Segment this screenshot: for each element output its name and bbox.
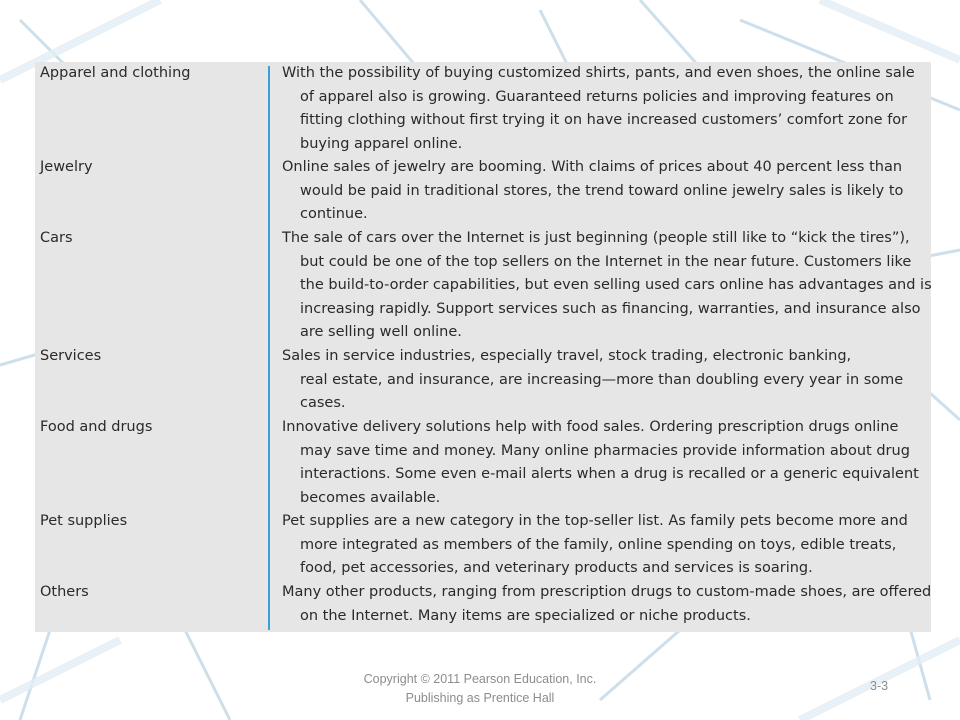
description-line: food, pet accessories, and veterinary products and services is soaring. <box>300 560 813 576</box>
description-line: With the possibility of buying customized shirts, pants, and even shoes, the online sale <box>282 65 915 81</box>
description-line: the build-to-order capabilities, but even selling used cars online has advantages and is <box>300 277 932 293</box>
category-label: Services <box>40 348 102 364</box>
category-description <box>282 62 924 156</box>
description-line: buying apparel online. <box>300 135 463 152</box>
description-line: Pet supplies are a new category in the top-seller list. As family pets become more and <box>282 513 908 529</box>
page-number: 3-3 <box>870 679 889 693</box>
category-description <box>282 581 932 628</box>
description-line: continue. <box>300 206 368 222</box>
description-line: real estate, and insurance, are increasing—more than doubling every year in some <box>300 371 904 388</box>
description-line: Innovative delivery solutions help with food sales. Ordering prescription drugs online <box>282 419 899 435</box>
copyright-line: Copyright © 2011 Pearson Education, Inc. <box>363 672 597 686</box>
category-description <box>282 227 932 345</box>
description-line: Sales in service industries, especially travel, stock trading, electronic banking, <box>282 348 852 364</box>
description-line: The sale of cars over the Internet is just beginning (people still like to “kick the tires”), <box>282 230 910 246</box>
category-label: Food and drugs <box>40 419 153 435</box>
publisher-line: Publishing as Prentice Hall <box>405 691 555 705</box>
category-description <box>282 156 924 227</box>
description-line: cases. <box>300 395 346 411</box>
category-description <box>282 416 924 510</box>
product-table <box>35 62 931 632</box>
description-line: becomes available. <box>300 489 441 506</box>
category-description <box>282 345 924 416</box>
description-line: of apparel also is growing. Guaranteed returns policies and improving features on <box>300 88 894 105</box>
description-line: Online sales of jewelry are booming. With claims of prices about 40 percent less than <box>282 159 903 175</box>
description-line: would be paid in traditional stores, the trend toward online jewelry sales is likely to <box>300 182 904 199</box>
category-description <box>282 510 924 581</box>
description-line: are selling well online. <box>300 324 462 340</box>
category-label: Others <box>40 584 89 600</box>
category-label: Jewelry <box>40 159 93 175</box>
description-line: on the Internet. Many items are specialized or niche products. <box>300 607 751 624</box>
description-line: but could be one of the top sellers on the Internet in the near future. Customers like <box>300 253 912 270</box>
category-label: Pet supplies <box>40 513 128 529</box>
category-label: Cars <box>40 230 73 246</box>
description-line: may save time and money. Many online pharmacies provide information about drug <box>300 442 910 459</box>
description-line: fitting clothing without first trying it on have increased customers’ comfort zone for <box>300 112 908 128</box>
copyright-footer <box>300 670 660 708</box>
description-line: Many other products, ranging from prescription drugs to custom-made shoes, are offered <box>282 584 932 600</box>
description-line: increasing rapidly. Support services such as financing, warranties, and insurance also <box>300 300 921 317</box>
category-label: Apparel and clothing <box>40 65 191 81</box>
description-line: interactions. Some even e-mail alerts when a drug is recalled or a generic equivalent <box>300 466 919 482</box>
description-line: more integrated as members of the family, online spending on toys, edible treats, <box>300 536 897 553</box>
column-divider <box>268 66 270 630</box>
